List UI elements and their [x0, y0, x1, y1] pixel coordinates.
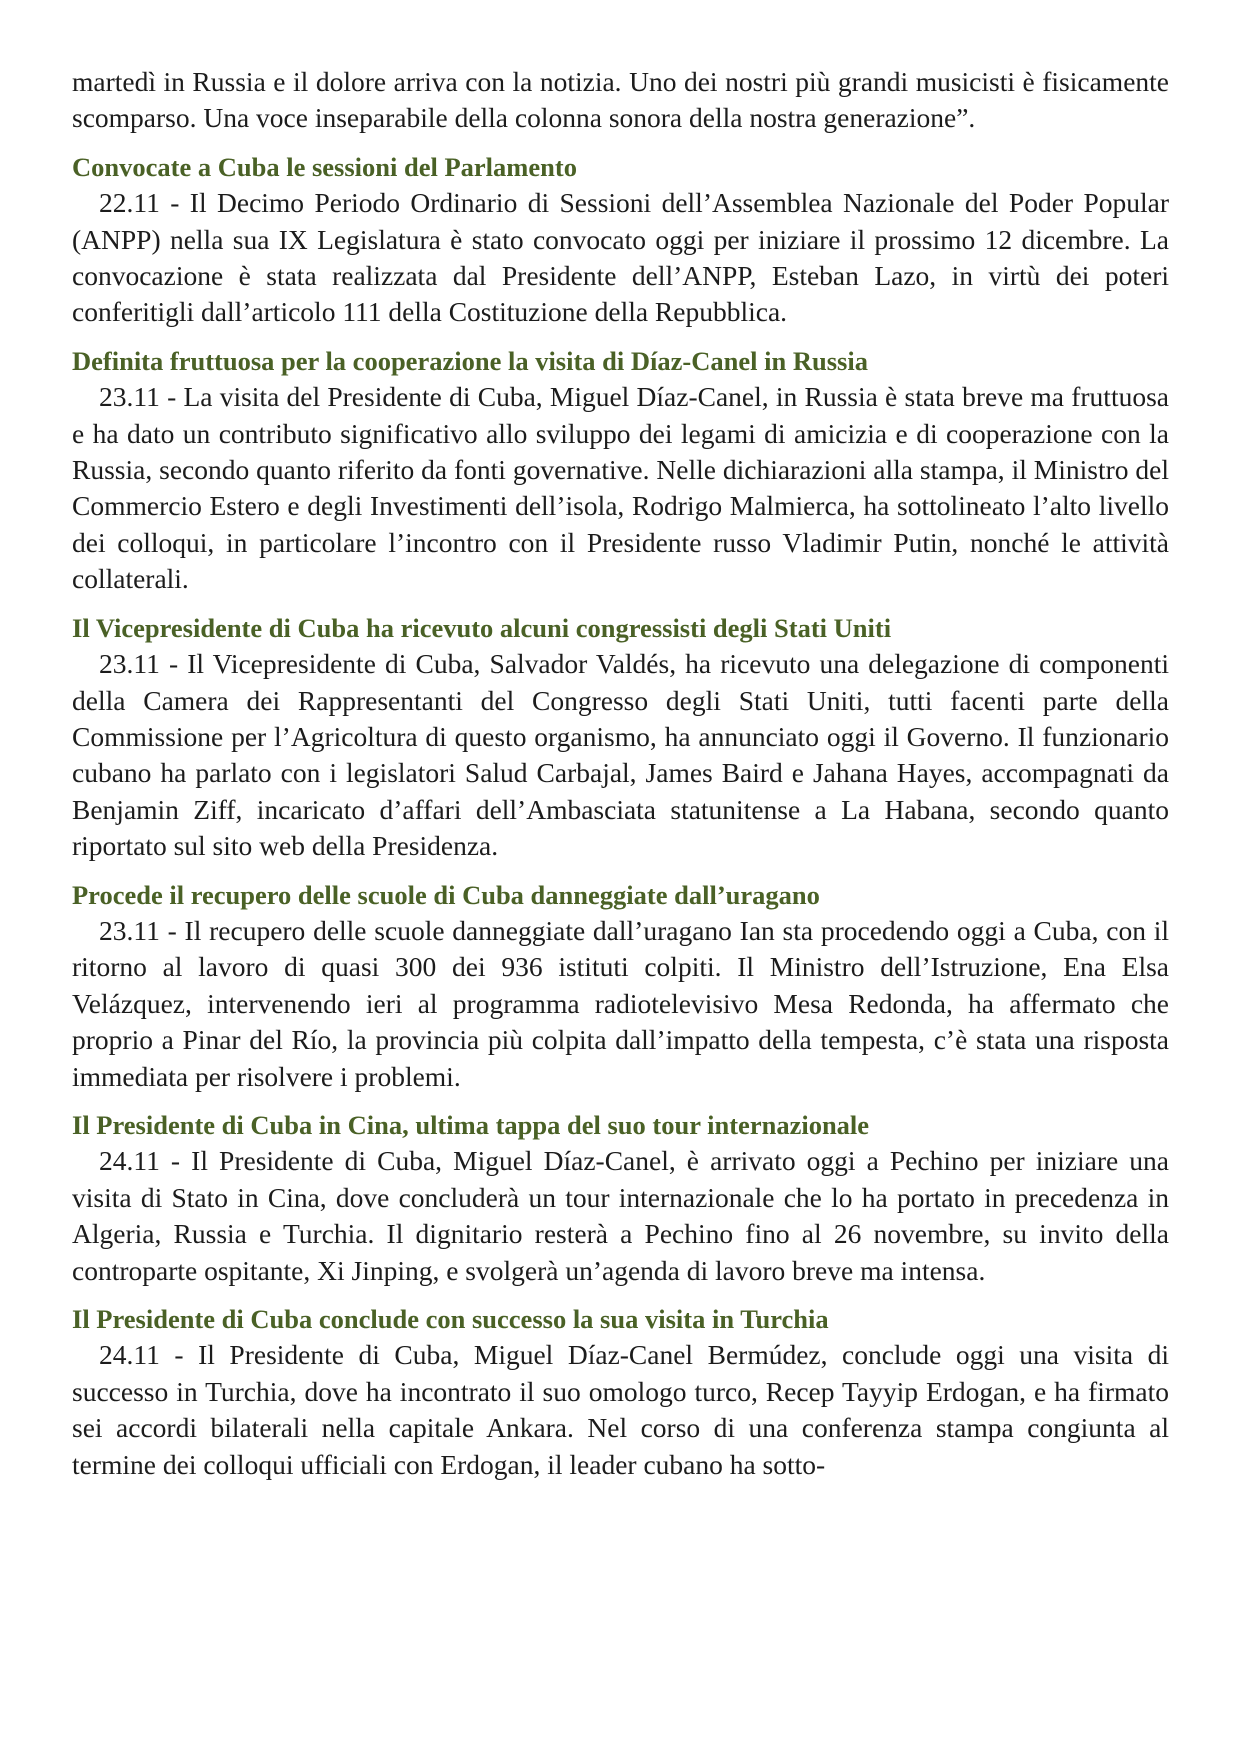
article-heading: Il Vicepresidente di Cuba ha ricevuto alcuni congressisti degli Stati Uniti — [72, 612, 892, 643]
article-russia-visit — [72, 343, 1169, 598]
article-body: 24.11 - Il Presidente di Cuba, Miguel Díaz-Canel Bermúdez, conclude oggi una visita di successo in Turchia, dove ha incontrato il suo omologo turco, Recep Tayyip Erdogan, e ha firmato sei accordi bilaterali nella capitale Ankara. Nel corso di una conferenza stampa congiunta al termine dei colloqui ufficiali con Erdogan, il leader cubano ha sotto- — [72, 1339, 1169, 1480]
intro-paragraph: martedì in Russia e il dolore arriva con la notizia. Uno dei nostri più grandi musicisti è fisicamente scomparso. Una voce inseparabile della colonna sonora della nostra generazione”. — [72, 66, 1169, 134]
article-body: 24.11 - Il Presidente di Cuba, Miguel Díaz-Canel, è arrivato oggi a Pechino per iniziare una visita di Stato in Cina, dove concluderà un tour internazionale che lo ha portato in precedenza in Algeria, Russia e Turchia. Il dignitario resterà a Pechino fino al 26 novembre, su invito della controparte ospitante, Xi Jinping, e svolgerà un’agenda di lavoro breve ma intensa. — [72, 1145, 1169, 1286]
article-heading: Il Presidente di Cuba in Cina, ultima tappa del suo tour internazionale — [72, 1109, 870, 1140]
article-body: 22.11 - Il Decimo Periodo Ordinario di Sessioni dell’Assemblea Nazionale del Poder Popular (ANPP) nella sua IX Legislatura è stato convocato oggi per iniziare il prossimo 12 dicembre. La convocazione è stata realizzata dal Presidente dell’ANPP, Esteban Lazo, in virtù dei poteri conferitigli dall’articolo 111 della Costituzione della Repubblica. — [72, 187, 1169, 328]
article-turkey-visit — [72, 1301, 1169, 1483]
article-body: 23.11 - La visita del Presidente di Cuba, Miguel Díaz-Canel, in Russia è stata breve ma fruttuosa e ha dato un contributo significativo allo sviluppo dei legami di amicizia e di cooperazione con la Russia, secondo quanto riferito da fonti governative. Nelle dichiarazioni alla stampa, il Ministro del Commercio Estero e degli Investimenti dell’isola, Rodrigo Malmierca, ha sottolineato l’alto livello dei colloqui, in particolare l’incontro con il Presidente russo Vladimir Putin, nonché le attività collaterali. — [72, 381, 1169, 595]
article-heading: Procede il recupero delle scuole di Cuba danneggiate dall’uragano — [72, 879, 820, 910]
article-parliament — [72, 149, 1169, 331]
article-us-congress — [72, 610, 1169, 865]
article-schools-recovery — [72, 877, 1169, 1095]
article-heading: Convocate a Cuba le sessioni del Parlamento — [72, 151, 577, 182]
article-body: 23.11 - Il Vicepresidente di Cuba, Salvador Valdés, ha ricevuto una delegazione di componenti della Camera dei Rappresentanti del Congresso degli Stati Uniti, tutti facenti parte della Commissione per l’Agricoltura di questo organismo, ha annunciato oggi il Governo. Il funzionario cubano ha parlato con i legislatori Salud Carbajal, James Baird e Jahana Hayes, accompagnati da Benjamin Ziff, incaricato d’affari dell’Ambasciata statunitense a La Habana, secondo quanto riportato sul sito web della Presidenza. — [72, 648, 1169, 862]
document-page — [72, 64, 1169, 1483]
article-heading: Definita fruttuosa per la cooperazione la visita di Díaz-Canel in Russia — [72, 345, 868, 376]
article-china-visit — [72, 1107, 1169, 1289]
article-heading: Il Presidente di Cuba conclude con successo la sua visita in Turchia — [72, 1304, 829, 1334]
article-body: 23.11 - Il recupero delle scuole danneggiate dall’uragano Ian sta procedendo oggi a Cuba, con il ritorno al lavoro di quasi 300 dei 936 istituti colpiti. Il Ministro dell’Istruzione, Ena Elsa Velázquez, intervenendo ieri al programma radiotelevisivo Mesa Redonda, ha affermato che proprio a Pinar del Río, la provincia più colpita dall’impatto della tempesta, c’è stata una risposta immediata per risolvere i problemi. — [72, 914, 1169, 1092]
